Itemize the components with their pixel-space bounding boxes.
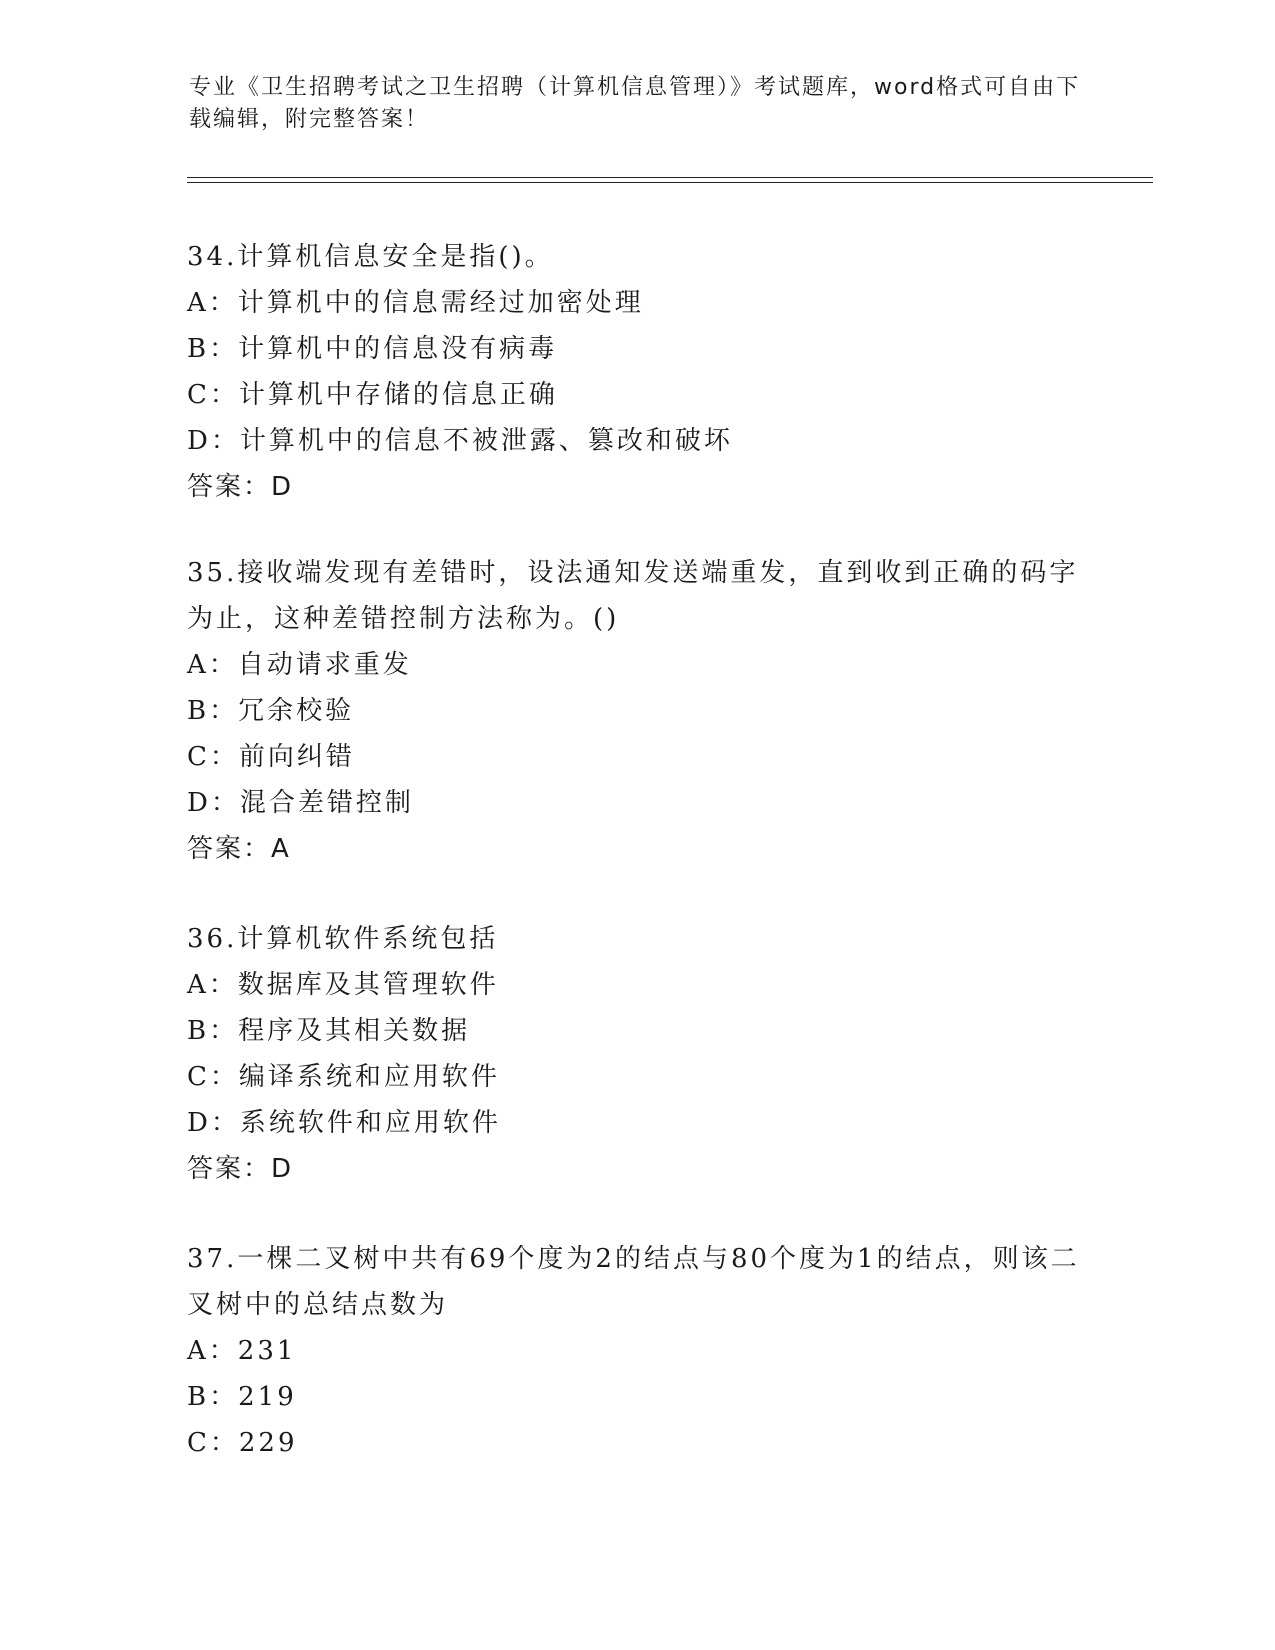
document-intro: 专业《卫生招聘考试之卫生招聘（计算机信息管理）》考试题库，word格式可自由下载编辑，附完整答案！ — [189, 75, 1081, 132]
option-c: C：229 — [187, 1428, 298, 1458]
option-a: A：数据库及其管理软件 — [187, 970, 499, 1000]
option-a: A：自动请求重发 — [187, 650, 412, 680]
header-divider-bottom — [187, 182, 1153, 183]
question-37 — [187, 1236, 1087, 1466]
option-d: D：混合差错控制 — [187, 788, 414, 818]
option-a: A：231 — [187, 1336, 297, 1366]
question-stem: 35.接收端发现有差错时，设法通知发送端重发，直到收到正确的码字为止，这种差错控制方法称为。() — [187, 558, 1079, 634]
option-c: C：计算机中存储的信息正确 — [187, 380, 558, 410]
question-34 — [187, 234, 1087, 510]
option-b: B：计算机中的信息没有病毒 — [187, 334, 558, 364]
question-stem: 34.计算机信息安全是指()。 — [187, 242, 554, 272]
header-divider-top — [187, 177, 1153, 178]
question-stem: 36.计算机软件系统包括 — [187, 924, 499, 954]
answer: 答案：D — [187, 1154, 294, 1184]
answer: 答案：A — [187, 834, 291, 864]
option-d: D：系统软件和应用软件 — [187, 1108, 501, 1138]
option-d: D：计算机中的信息不被泄露、篡改和破坏 — [187, 426, 733, 456]
option-c: C：前向纠错 — [187, 742, 355, 772]
option-a: A：计算机中的信息需经过加密处理 — [187, 288, 644, 318]
question-stem: 37.一棵二叉树中共有69个度为2的结点与80个度为1的结点，则该二叉树中的总结点数为 — [187, 1244, 1080, 1320]
question-36 — [187, 916, 1087, 1192]
option-b: B：219 — [187, 1382, 297, 1412]
question-35 — [187, 550, 1087, 872]
answer: 答案：D — [187, 472, 294, 502]
option-b: B：程序及其相关数据 — [187, 1016, 471, 1046]
option-c: C：编译系统和应用软件 — [187, 1062, 500, 1092]
option-b: B：冗余校验 — [187, 696, 355, 726]
